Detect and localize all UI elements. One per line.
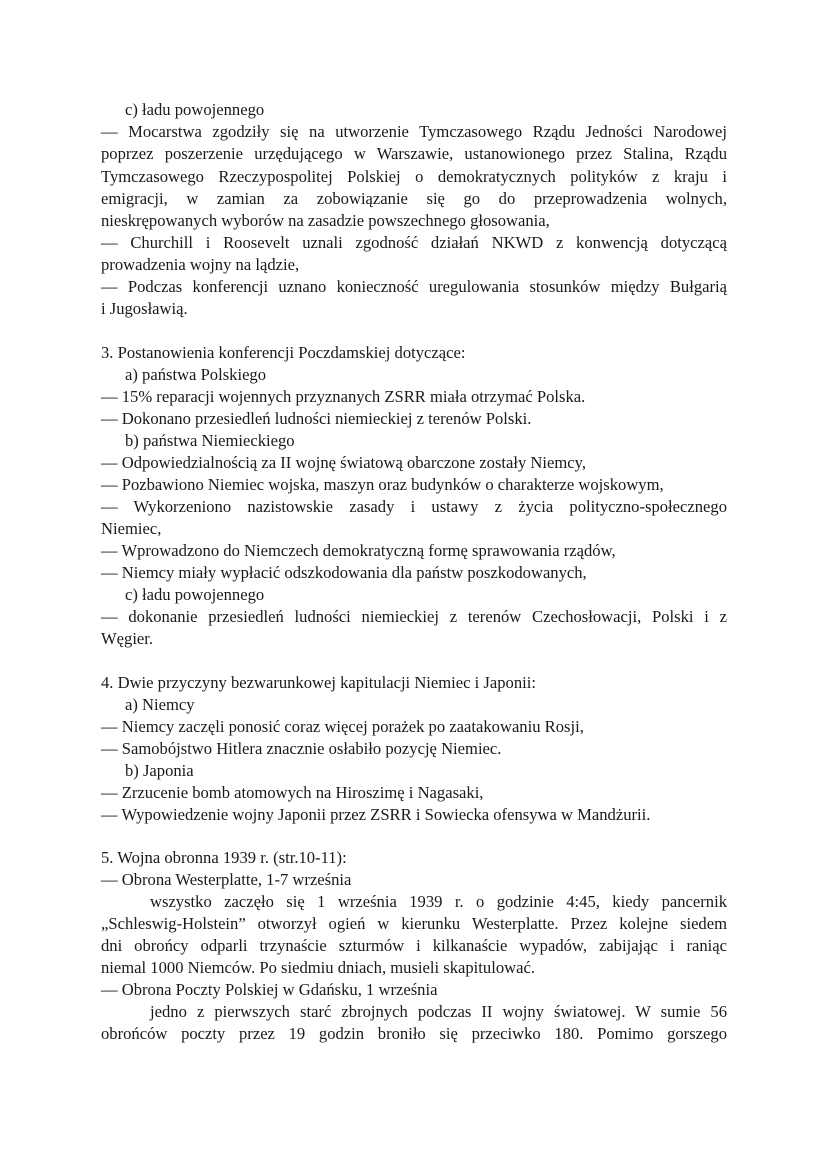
text-line: Węgier. [101,629,154,648]
text-line: — Samobójstwo Hitlera znacznie osłabiło pozycję Niemiec. [101,739,502,758]
text-line: — Obrona Poczty Polskiej w Gdańsku, 1 września [101,980,438,999]
text-line: — 15% reparacji wojennych przyznanych ZSRR miała otrzymać Polska. [101,387,586,406]
text-line: obrońców poczty przez 19 godzin broniło się przeciwko 180. Pomimo gorszego [101,1024,727,1043]
text-line: nieskrępowanych wyborów na zasadzie powszechnego głosowania, [101,211,550,230]
subsection-heading: b) państwa Niemieckiego [125,431,295,450]
text-line: — Niemcy zaczęli ponosić coraz więcej porażek po zaatakowaniu Rosji, [101,717,584,736]
text-line: wszystko zaczęło się 1 września 1939 r. o godzinie 4:45, kiedy pancernik [150,892,727,911]
text-line: — Odpowiedzialnością za II wojnę światową obarczone zostały Niemcy, [101,453,587,472]
text-line: poprzez poszerzenie urzędującego w Warszawie, ustanowionego przez Stalina, Rządu [101,144,727,163]
text-line: — Obrona Westerplatte, 1-7 września [101,870,352,889]
text-line: c) ładu powojennego [125,100,265,119]
text-line: — dokonanie przesiedleń ludności niemieckiej z terenów Czechosłowacji, Polski i z [101,607,727,626]
text-line: — Wprowadzono do Niemczech demokratyczną formę sprawowania rządów, [101,541,616,560]
text-line: — Niemcy miały wypłacić odszkodowania dla państw poszkodowanych, [101,563,587,582]
section-heading: 3. Postanowienia konferencji Poczdamskiej dotyczące: [101,343,466,362]
text-line: — Dokonano przesiedleń ludności niemieckiej z terenów Polski. [101,409,532,428]
text-line: i Jugosławią. [101,299,188,318]
text-line: dni obrońcy odparli trzynaście szturmów i kilkanaście wypadów, zabijając i raniąc [101,936,727,955]
subsection-heading: c) ładu powojennego [125,585,265,604]
text-line: emigracji, w zamian za zobowiązanie się go do przeprowadzenia wolnych, [101,189,727,208]
text-line: — Zrzucenie bomb atomowych na Hiroszimę i Nagasaki, [101,783,484,802]
text-line: jedno z pierwszych starć zbrojnych podczas II wojny światowej. W sumie 56 [150,1002,727,1021]
text-line: — Wypowiedzenie wojny Japonii przez ZSRR i Sowiecka ofensywa w Mandżurii. [101,805,651,824]
text-line: — Churchill i Roosevelt uznali zgodność działań NKWD z konwencją dotyczącą [101,233,727,252]
text-line: Niemiec, [101,519,162,538]
text-line: niemal 1000 Niemców. Po siedmiu dniach, musieli skapitulować. [101,958,535,977]
text-line: — Mocarstwa zgodziły się na utworzenie Tymczasowego Rządu Jedności Narodowej [101,122,727,141]
subsection-heading: a) państwa Polskiego [125,365,267,384]
text-line: „Schleswig-Holstein” otworzył ogień w kierunku Westerplatte. Przez kolejne siedem [101,914,727,933]
section-heading: 5. Wojna obronna 1939 r. (str.10-11): [101,848,347,867]
subsection-heading: a) Niemcy [125,695,195,714]
text-line: — Pozbawiono Niemiec wojska, maszyn oraz budynków o charakterze wojskowym, [101,475,664,494]
text-line: — Wykorzeniono nazistowskie zasady i ustawy z życia polityczno-społecznego [101,497,727,516]
text-line: Tymczasowego Rzeczypospolitej Polskiej o demokratycznych polityków z kraju i [101,167,727,186]
text-line: — Podczas konferencji uznano konieczność uregulowania stosunków między Bułgarią [101,277,727,296]
section-heading: 4. Dwie przyczyny bezwarunkowej kapitulacji Niemiec i Japonii: [101,673,536,692]
text-line: prowadzenia wojny na lądzie, [101,255,300,274]
subsection-heading: b) Japonia [125,761,194,780]
